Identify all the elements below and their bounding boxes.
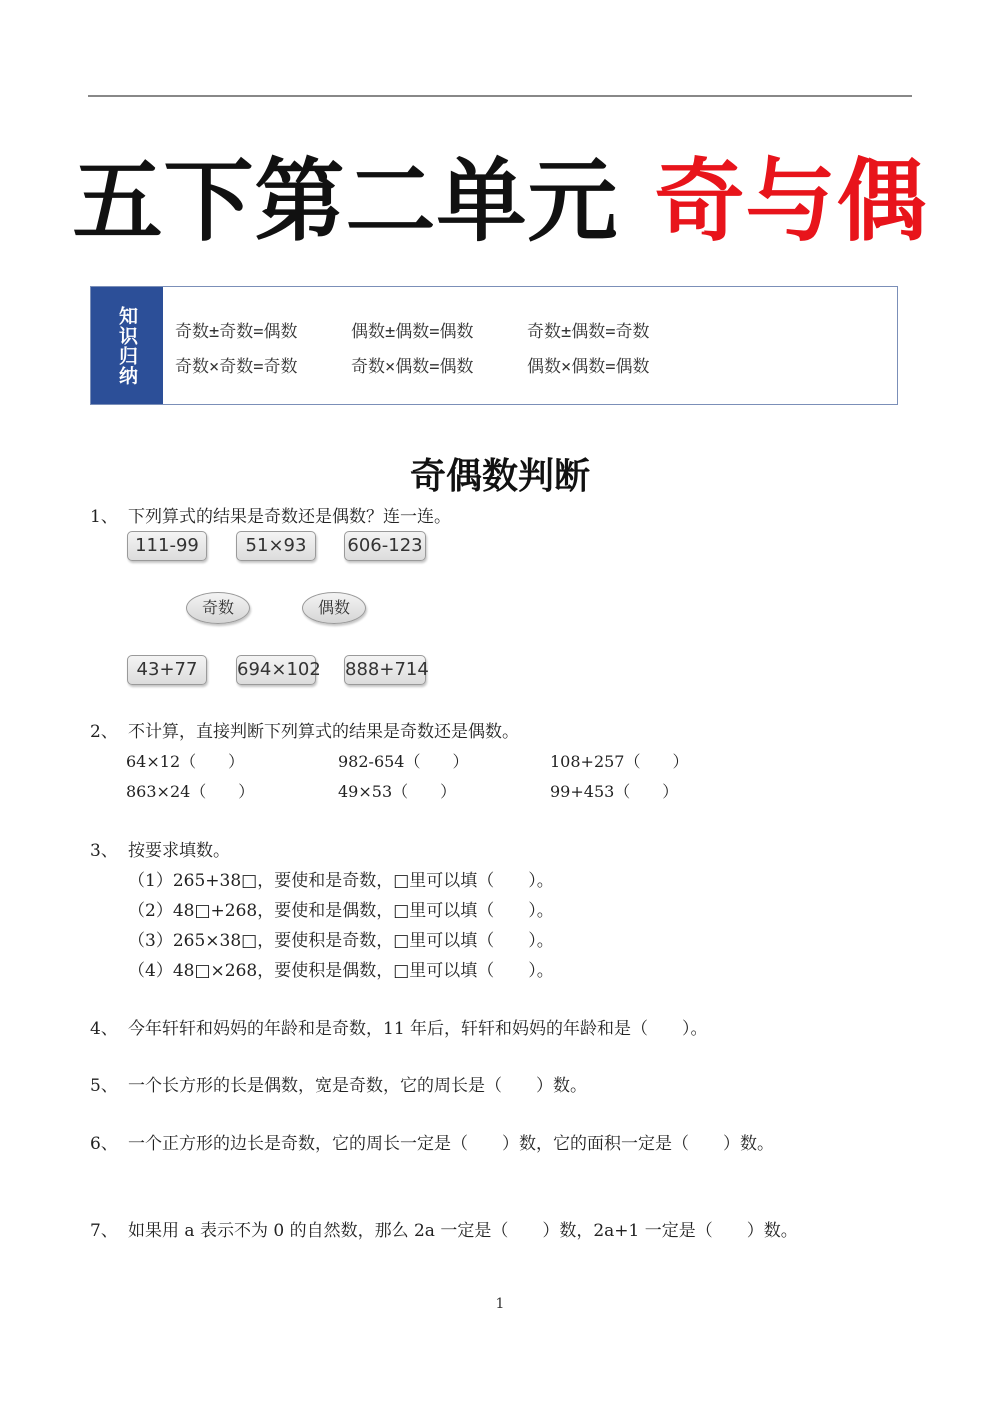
top-rule	[88, 95, 912, 97]
rule: 奇数±奇数=偶数	[175, 322, 298, 342]
question-3	[90, 836, 230, 861]
expr-box[interactable]: 606-123	[344, 531, 426, 561]
answer-item[interactable]: 49×53（ ）	[338, 782, 457, 801]
rule: 偶数±偶数=偶数	[351, 322, 474, 342]
rule: 奇数×奇数=奇数	[175, 357, 298, 377]
answer-item[interactable]: 99+453（ ）	[550, 782, 679, 801]
question-7[interactable]	[90, 1216, 798, 1241]
title-main: 五下第二单元	[72, 149, 619, 254]
knowledge-rules	[175, 317, 703, 377]
question-2	[90, 717, 519, 742]
question-4[interactable]	[90, 1014, 708, 1039]
sub-question[interactable]: （2）48□+268，要使和是偶数，□里可以填（ ）。	[128, 901, 554, 921]
question-6[interactable]	[90, 1129, 774, 1154]
expr-box[interactable]: 43+77	[127, 655, 207, 685]
question-text: 一个长方形的长是偶数，宽是奇数，它的周长是（ ）数。	[128, 1076, 587, 1096]
rule: 奇数±偶数=奇数	[527, 322, 650, 342]
knowledge-box	[90, 286, 898, 405]
title-accent: 奇与偶	[654, 149, 928, 254]
rule: 奇数×偶数=偶数	[351, 357, 474, 377]
question-1	[90, 502, 451, 527]
question-text: 不计算，直接判断下列算式的结果是奇数还是偶数。	[128, 722, 519, 742]
expr-box[interactable]: 694×102	[236, 655, 316, 685]
question-number: 6、	[90, 1134, 118, 1154]
answer-item[interactable]: 108+257（ ）	[550, 752, 689, 771]
page-number: 1	[495, 1296, 505, 1312]
question-number: 4、	[90, 1019, 118, 1039]
question-text: 按要求填数。	[128, 841, 230, 861]
page-title	[0, 149, 1000, 254]
question-number: 2、	[90, 722, 118, 742]
question-text: 如果用 a 表示不为 0 的自然数，那么 2a 一定是（ ）数，2a+1 一定是（ ）数。	[128, 1221, 798, 1241]
odd-oval[interactable]: 奇数	[186, 592, 250, 624]
expr-box[interactable]: 111-99	[127, 531, 207, 561]
rule: 偶数×偶数=偶数	[527, 357, 650, 377]
question-number: 1、	[90, 507, 118, 527]
even-oval[interactable]: 偶数	[302, 592, 366, 624]
question-number: 7、	[90, 1221, 118, 1241]
expr-box[interactable]: 51×93	[236, 531, 316, 561]
answer-item[interactable]: 64×12（ ）	[126, 752, 245, 771]
question-text: 一个正方形的边长是奇数，它的周长一定是（ ）数，它的面积一定是（ ）数。	[128, 1134, 774, 1154]
question-text: 下列算式的结果是奇数还是偶数？连一连。	[128, 507, 451, 527]
sub-question[interactable]: （1）265+38□，要使和是奇数，□里可以填（ ）。	[128, 871, 554, 891]
expr-box[interactable]: 888+714	[344, 655, 426, 685]
sub-question[interactable]: （3）265×38□，要使积是奇数，□里可以填（ ）。	[128, 931, 554, 951]
answer-item[interactable]: 863×24（ ）	[126, 782, 255, 801]
question-number: 5、	[90, 1076, 118, 1096]
knowledge-label: 知识归纳	[91, 287, 163, 404]
question-5[interactable]	[90, 1071, 587, 1096]
question-number: 3、	[90, 841, 118, 861]
sub-question[interactable]: （4）48□×268，要使积是偶数，□里可以填（ ）。	[128, 961, 554, 981]
answer-item[interactable]: 982-654（ ）	[338, 752, 469, 771]
section-title: 奇偶数判断	[409, 456, 590, 497]
question-text: 今年轩轩和妈妈的年龄和是奇数，11 年后，轩轩和妈妈的年龄和是（ ）。	[128, 1019, 708, 1039]
